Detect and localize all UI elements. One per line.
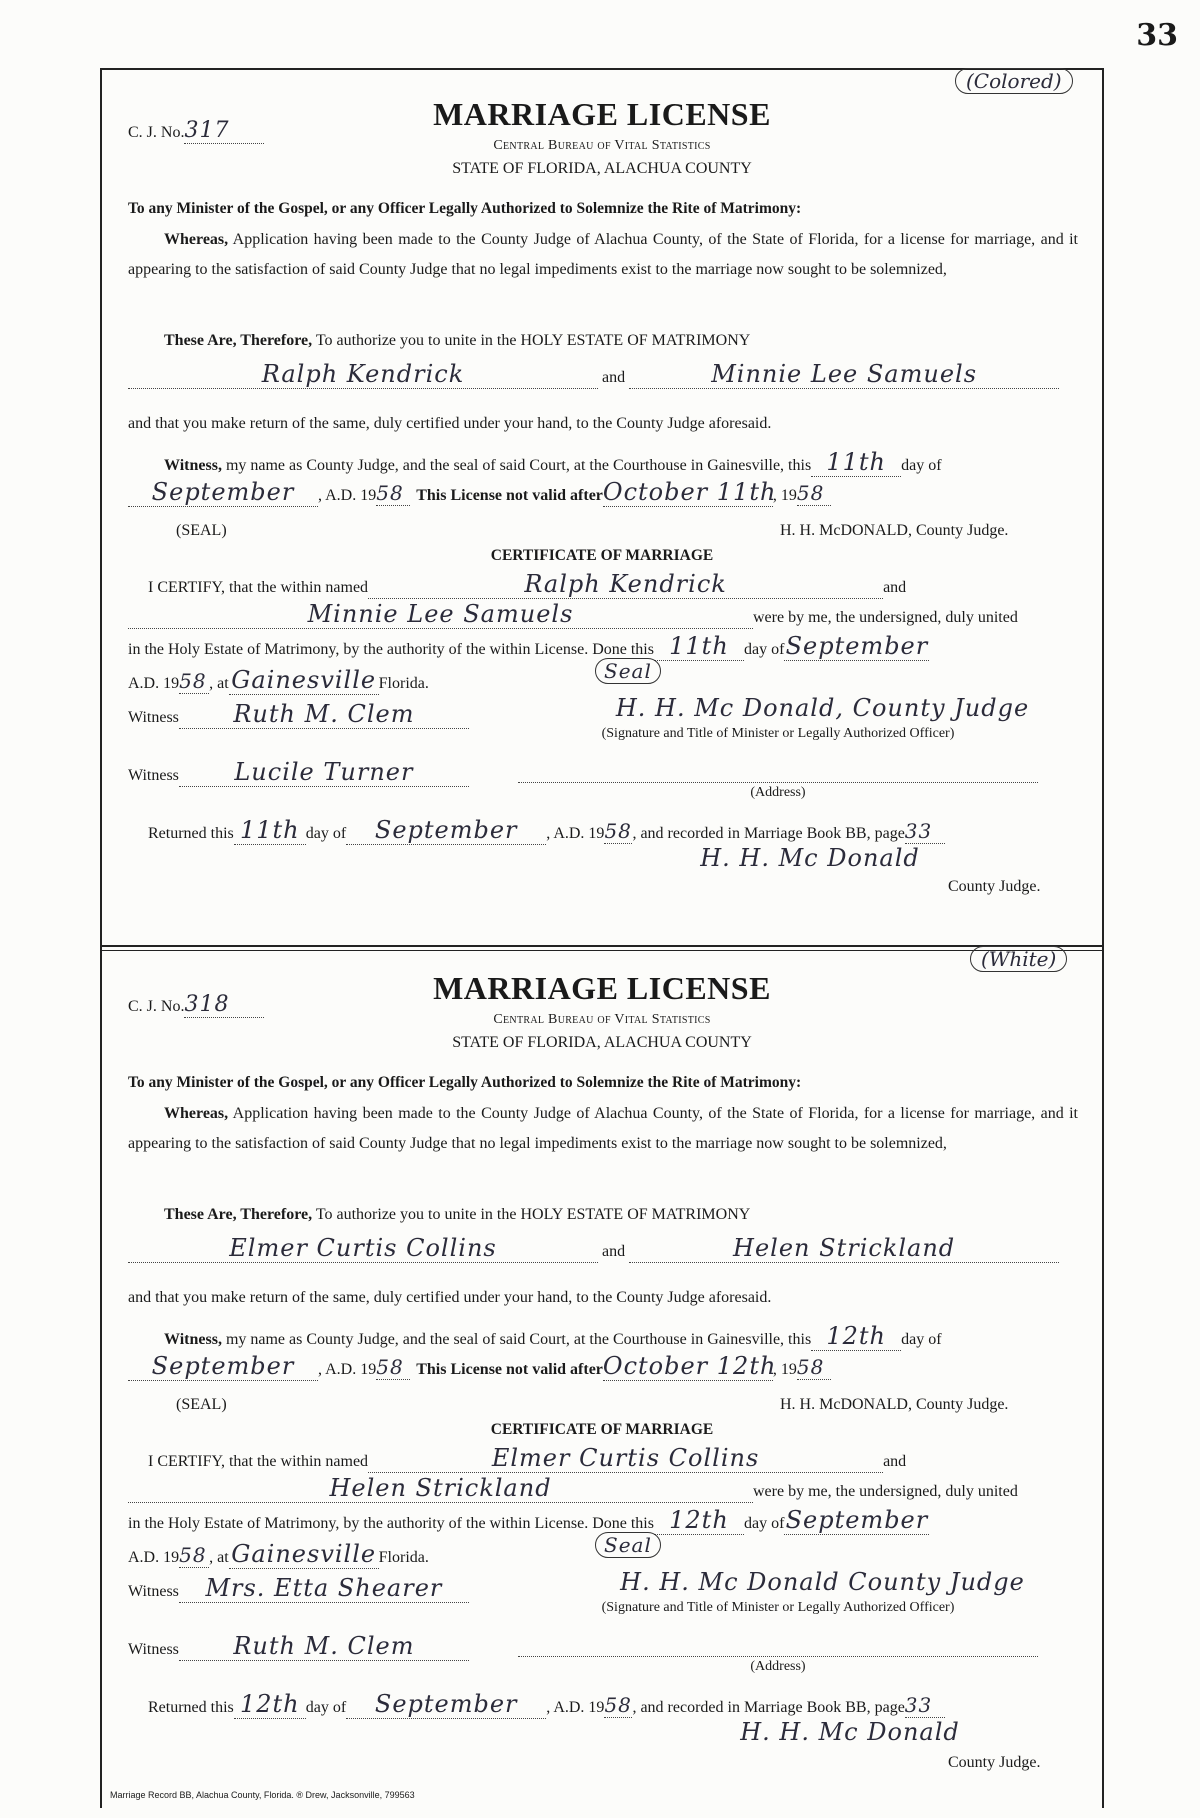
judge-printed-name: H. H. McDONALD, County Judge. bbox=[780, 1396, 1009, 1413]
witness-2-line bbox=[128, 1632, 469, 1661]
authorize-line bbox=[164, 1206, 750, 1224]
returned-text: Returned this bbox=[148, 1699, 234, 1716]
done-month: September bbox=[785, 1506, 929, 1534]
florida-text: Florida. bbox=[378, 675, 429, 692]
race-note: (Colored) bbox=[955, 68, 1073, 94]
whereas-lead: Whereas, bbox=[164, 231, 229, 248]
witness-1-name: Ruth M. Clem bbox=[179, 700, 469, 729]
page-number: 33 bbox=[1136, 18, 1178, 53]
recorded-text: , and recorded in Marriage Book BB, page bbox=[632, 825, 905, 842]
united-text: were by me, the undersigned, duly united bbox=[753, 609, 1018, 626]
witness-day: 11th bbox=[811, 448, 901, 477]
groom-name: Ralph Kendrick bbox=[128, 360, 598, 389]
officer-signature: H. H. Mc Donald, County Judge bbox=[615, 694, 1030, 722]
certify-line bbox=[148, 1444, 906, 1473]
validity-line bbox=[128, 478, 831, 507]
done-year: 58 bbox=[179, 1543, 209, 1568]
signature-caption: (Signature and Title of Minister or Legally Authorized Officer) bbox=[601, 1600, 955, 1615]
and-word: and bbox=[883, 1453, 907, 1470]
valid-until: October 12th bbox=[602, 1352, 777, 1380]
seal-mark: Seal bbox=[595, 1532, 661, 1558]
certificate-heading: CERTIFICATE OF MARRIAGE bbox=[490, 1421, 714, 1438]
done-line bbox=[128, 1506, 929, 1535]
returned-year: 58 bbox=[604, 1693, 632, 1717]
witness-day: 12th bbox=[811, 1322, 901, 1351]
not-valid-label: This License not valid after bbox=[416, 1361, 603, 1378]
seal-label: (SEAL) bbox=[176, 1396, 227, 1413]
cert-bride: Minnie Lee Samuels bbox=[128, 600, 753, 629]
witness-judge-line bbox=[164, 448, 942, 477]
holy-estate-text: in the Holy Estate of Matrimony, by the authority of the within License. Done this bbox=[128, 1515, 654, 1532]
witness-month: September bbox=[128, 1352, 318, 1381]
judge-printed-name: H. H. McDONALD, County Judge. bbox=[780, 522, 1009, 539]
place: Gainesville bbox=[229, 666, 379, 695]
address-line bbox=[518, 782, 1038, 783]
day-of: day of bbox=[305, 825, 347, 842]
state-county: STATE OF FLORIDA, ALACHUA COUNTY bbox=[452, 160, 752, 177]
returned-day: 11th bbox=[234, 816, 306, 845]
witness-label: Witness bbox=[128, 767, 179, 784]
recorded-text: , and recorded in Marriage Book BB, page bbox=[632, 1699, 905, 1716]
ad-label: , A.D. 19 bbox=[318, 487, 377, 504]
printer-imprint: Marriage Record BB, Alachua County, Florida. ® Drew, Jacksonville, 799563 bbox=[110, 1790, 415, 1800]
ad-label: , A.D. 19 bbox=[318, 1361, 377, 1378]
cj-number: 318 bbox=[184, 992, 264, 1018]
done-year: 58 bbox=[179, 669, 209, 694]
witness-2-line bbox=[128, 758, 469, 787]
license-year: 58 bbox=[376, 1355, 410, 1380]
holy-estate-text: in the Holy Estate of Matrimony, by the authority of the within License. Done this bbox=[128, 641, 654, 658]
witness-judge-line bbox=[164, 1322, 942, 1351]
and-word: and bbox=[602, 1243, 626, 1260]
validity-line bbox=[128, 1352, 831, 1381]
signature-caption: (Signature and Title of Minister or Legally Authorized Officer) bbox=[601, 726, 955, 741]
at-text: , at bbox=[209, 675, 229, 692]
returned-month: September bbox=[346, 816, 546, 845]
place-line bbox=[128, 1540, 429, 1569]
united-line bbox=[128, 600, 1018, 629]
book-page: 33 bbox=[905, 1693, 945, 1718]
day-of: day of bbox=[743, 641, 785, 658]
place: Gainesville bbox=[229, 1540, 379, 1569]
addressee: To any Minister of the Gospel, or any Officer Legally Authorized to Solemnize the Rite of Matrimony: bbox=[128, 1074, 802, 1091]
couple-line bbox=[128, 360, 1078, 389]
whereas-paragraph bbox=[128, 225, 1078, 285]
day-of: day of bbox=[305, 1699, 347, 1716]
license-title: MARRIAGE LICENSE bbox=[433, 970, 771, 1006]
witness-lead: Witness, bbox=[164, 457, 222, 474]
license-title: MARRIAGE LICENSE bbox=[433, 96, 771, 132]
authorize-line bbox=[164, 332, 750, 350]
groom-name: Elmer Curtis Collins bbox=[128, 1234, 598, 1263]
valid-year: 58 bbox=[797, 481, 831, 506]
section-divider bbox=[100, 945, 1104, 951]
these-text: To authorize you to unite in the HOLY ESTATE OF MATRIMONY bbox=[315, 1206, 751, 1223]
witness-1-name: Mrs. Etta Shearer bbox=[179, 1574, 469, 1603]
witness-label: Witness bbox=[128, 1583, 179, 1600]
done-month: September bbox=[785, 632, 929, 660]
bureau-name: Central Bureau of Vital Statistics bbox=[493, 138, 711, 153]
returned-line bbox=[148, 816, 945, 845]
certify-line bbox=[148, 570, 906, 599]
cj-number: 317 bbox=[184, 118, 264, 144]
bride-name: Helen Strickland bbox=[629, 1234, 1059, 1263]
cert-groom: Elmer Curtis Collins bbox=[368, 1444, 883, 1473]
book-page: 33 bbox=[905, 819, 945, 844]
nineteen-label: , 19 bbox=[772, 487, 797, 504]
whereas-paragraph bbox=[128, 1099, 1078, 1159]
day-of: day of bbox=[743, 1515, 785, 1532]
judge-signature: H. H. Mc Donald bbox=[740, 1718, 960, 1746]
ad-prefix: A.D. 19 bbox=[128, 1549, 180, 1566]
ad-label: , A.D. 19 bbox=[546, 825, 605, 842]
cert-bride: Helen Strickland bbox=[128, 1474, 753, 1503]
witness-1-line bbox=[128, 1574, 469, 1603]
returned-year: 58 bbox=[604, 819, 632, 843]
couple-line bbox=[128, 1234, 1078, 1263]
witness-text: my name as County Judge, and the seal of said Court, at the Courthouse in Gainesville, this bbox=[225, 457, 812, 474]
certify-text: I CERTIFY, that the within named bbox=[148, 1453, 369, 1470]
witness-2-name: Ruth M. Clem bbox=[179, 1632, 469, 1661]
county-judge-label: County Judge. bbox=[948, 878, 1041, 895]
license-year: 58 bbox=[376, 481, 410, 506]
certify-text: I CERTIFY, that the within named bbox=[148, 579, 369, 596]
addressee: To any Minister of the Gospel, or any Officer Legally Authorized to Solemnize the Rite of Matrimony: bbox=[128, 200, 802, 217]
witness-month: September bbox=[128, 478, 318, 507]
bureau-name: Central Bureau of Vital Statistics bbox=[493, 1012, 711, 1027]
race-note: (White) bbox=[970, 946, 1067, 972]
and-word: and bbox=[883, 579, 907, 596]
judge-signature: H. H. Mc Donald bbox=[700, 844, 920, 872]
state-county: STATE OF FLORIDA, ALACHUA COUNTY bbox=[452, 1034, 752, 1051]
whereas-text: Application having been made to the County Judge of Alachua County, of the State of Florida, for a license for marriage, and it appearing to the satisfaction of said County Judge that no legal impediments exist to the marriage now sought to be solemnized, bbox=[128, 1105, 1078, 1152]
done-day: 12th bbox=[654, 1506, 744, 1535]
cj-label: C. J. No. bbox=[128, 998, 185, 1015]
witness-text: my name as County Judge, and the seal of said Court, at the Courthouse in Gainesville, this bbox=[225, 1331, 812, 1348]
return-line: and that you make return of the same, duly certified under your hand, to the County Judge aforesaid. bbox=[128, 1289, 772, 1306]
returned-line bbox=[148, 1690, 945, 1719]
witness-1-line bbox=[128, 700, 469, 729]
united-text: were by me, the undersigned, duly united bbox=[753, 1483, 1018, 1500]
witness-label: Witness bbox=[128, 709, 179, 726]
witness-label: Witness bbox=[128, 1641, 179, 1658]
return-line: and that you make return of the same, duly certified under your hand, to the County Judge aforesaid. bbox=[128, 415, 772, 432]
day-of: day of bbox=[901, 457, 942, 474]
place-line bbox=[128, 666, 429, 695]
county-judge-label: County Judge. bbox=[948, 1754, 1041, 1771]
at-text: , at bbox=[209, 1549, 229, 1566]
these-lead: These Are, Therefore, bbox=[164, 332, 313, 349]
cj-label: C. J. No. bbox=[128, 124, 185, 141]
whereas-lead: Whereas, bbox=[164, 1105, 229, 1122]
address-line bbox=[518, 1656, 1038, 1657]
united-line bbox=[128, 1474, 1018, 1503]
witness-lead: Witness, bbox=[164, 1331, 222, 1348]
ad-prefix: A.D. 19 bbox=[128, 675, 180, 692]
florida-text: Florida. bbox=[378, 1549, 429, 1566]
these-lead: These Are, Therefore, bbox=[164, 1206, 313, 1223]
valid-until: October 11th bbox=[602, 478, 777, 506]
done-day: 11th bbox=[654, 632, 744, 661]
nineteen-label: , 19 bbox=[772, 1361, 797, 1378]
bride-name: Minnie Lee Samuels bbox=[629, 360, 1059, 389]
certificate-heading: CERTIFICATE OF MARRIAGE bbox=[490, 547, 714, 564]
address-caption: (Address) bbox=[750, 785, 806, 800]
done-line bbox=[128, 632, 929, 661]
returned-month: September bbox=[346, 1690, 546, 1719]
seal-label: (SEAL) bbox=[176, 522, 227, 539]
not-valid-label: This License not valid after bbox=[416, 487, 603, 504]
ad-label: , A.D. 19 bbox=[546, 1699, 605, 1716]
whereas-text: Application having been made to the County Judge of Alachua County, of the State of Florida, for a license for marriage, and it appearing to the satisfaction of said County Judge that no legal impediments exist to the marriage now sought to be solemnized, bbox=[128, 231, 1078, 278]
address-caption: (Address) bbox=[750, 1659, 806, 1674]
cert-groom: Ralph Kendrick bbox=[368, 570, 883, 599]
day-of: day of bbox=[901, 1331, 942, 1348]
witness-2-name: Lucile Turner bbox=[179, 758, 469, 787]
and-word: and bbox=[602, 369, 626, 386]
returned-day: 12th bbox=[234, 1690, 306, 1719]
seal-mark: Seal bbox=[595, 658, 661, 684]
these-text: To authorize you to unite in the HOLY ESTATE OF MATRIMONY bbox=[315, 332, 751, 349]
returned-text: Returned this bbox=[148, 825, 234, 842]
officer-signature: H. H. Mc Donald County Judge bbox=[620, 1568, 1025, 1596]
valid-year: 58 bbox=[797, 1355, 831, 1380]
